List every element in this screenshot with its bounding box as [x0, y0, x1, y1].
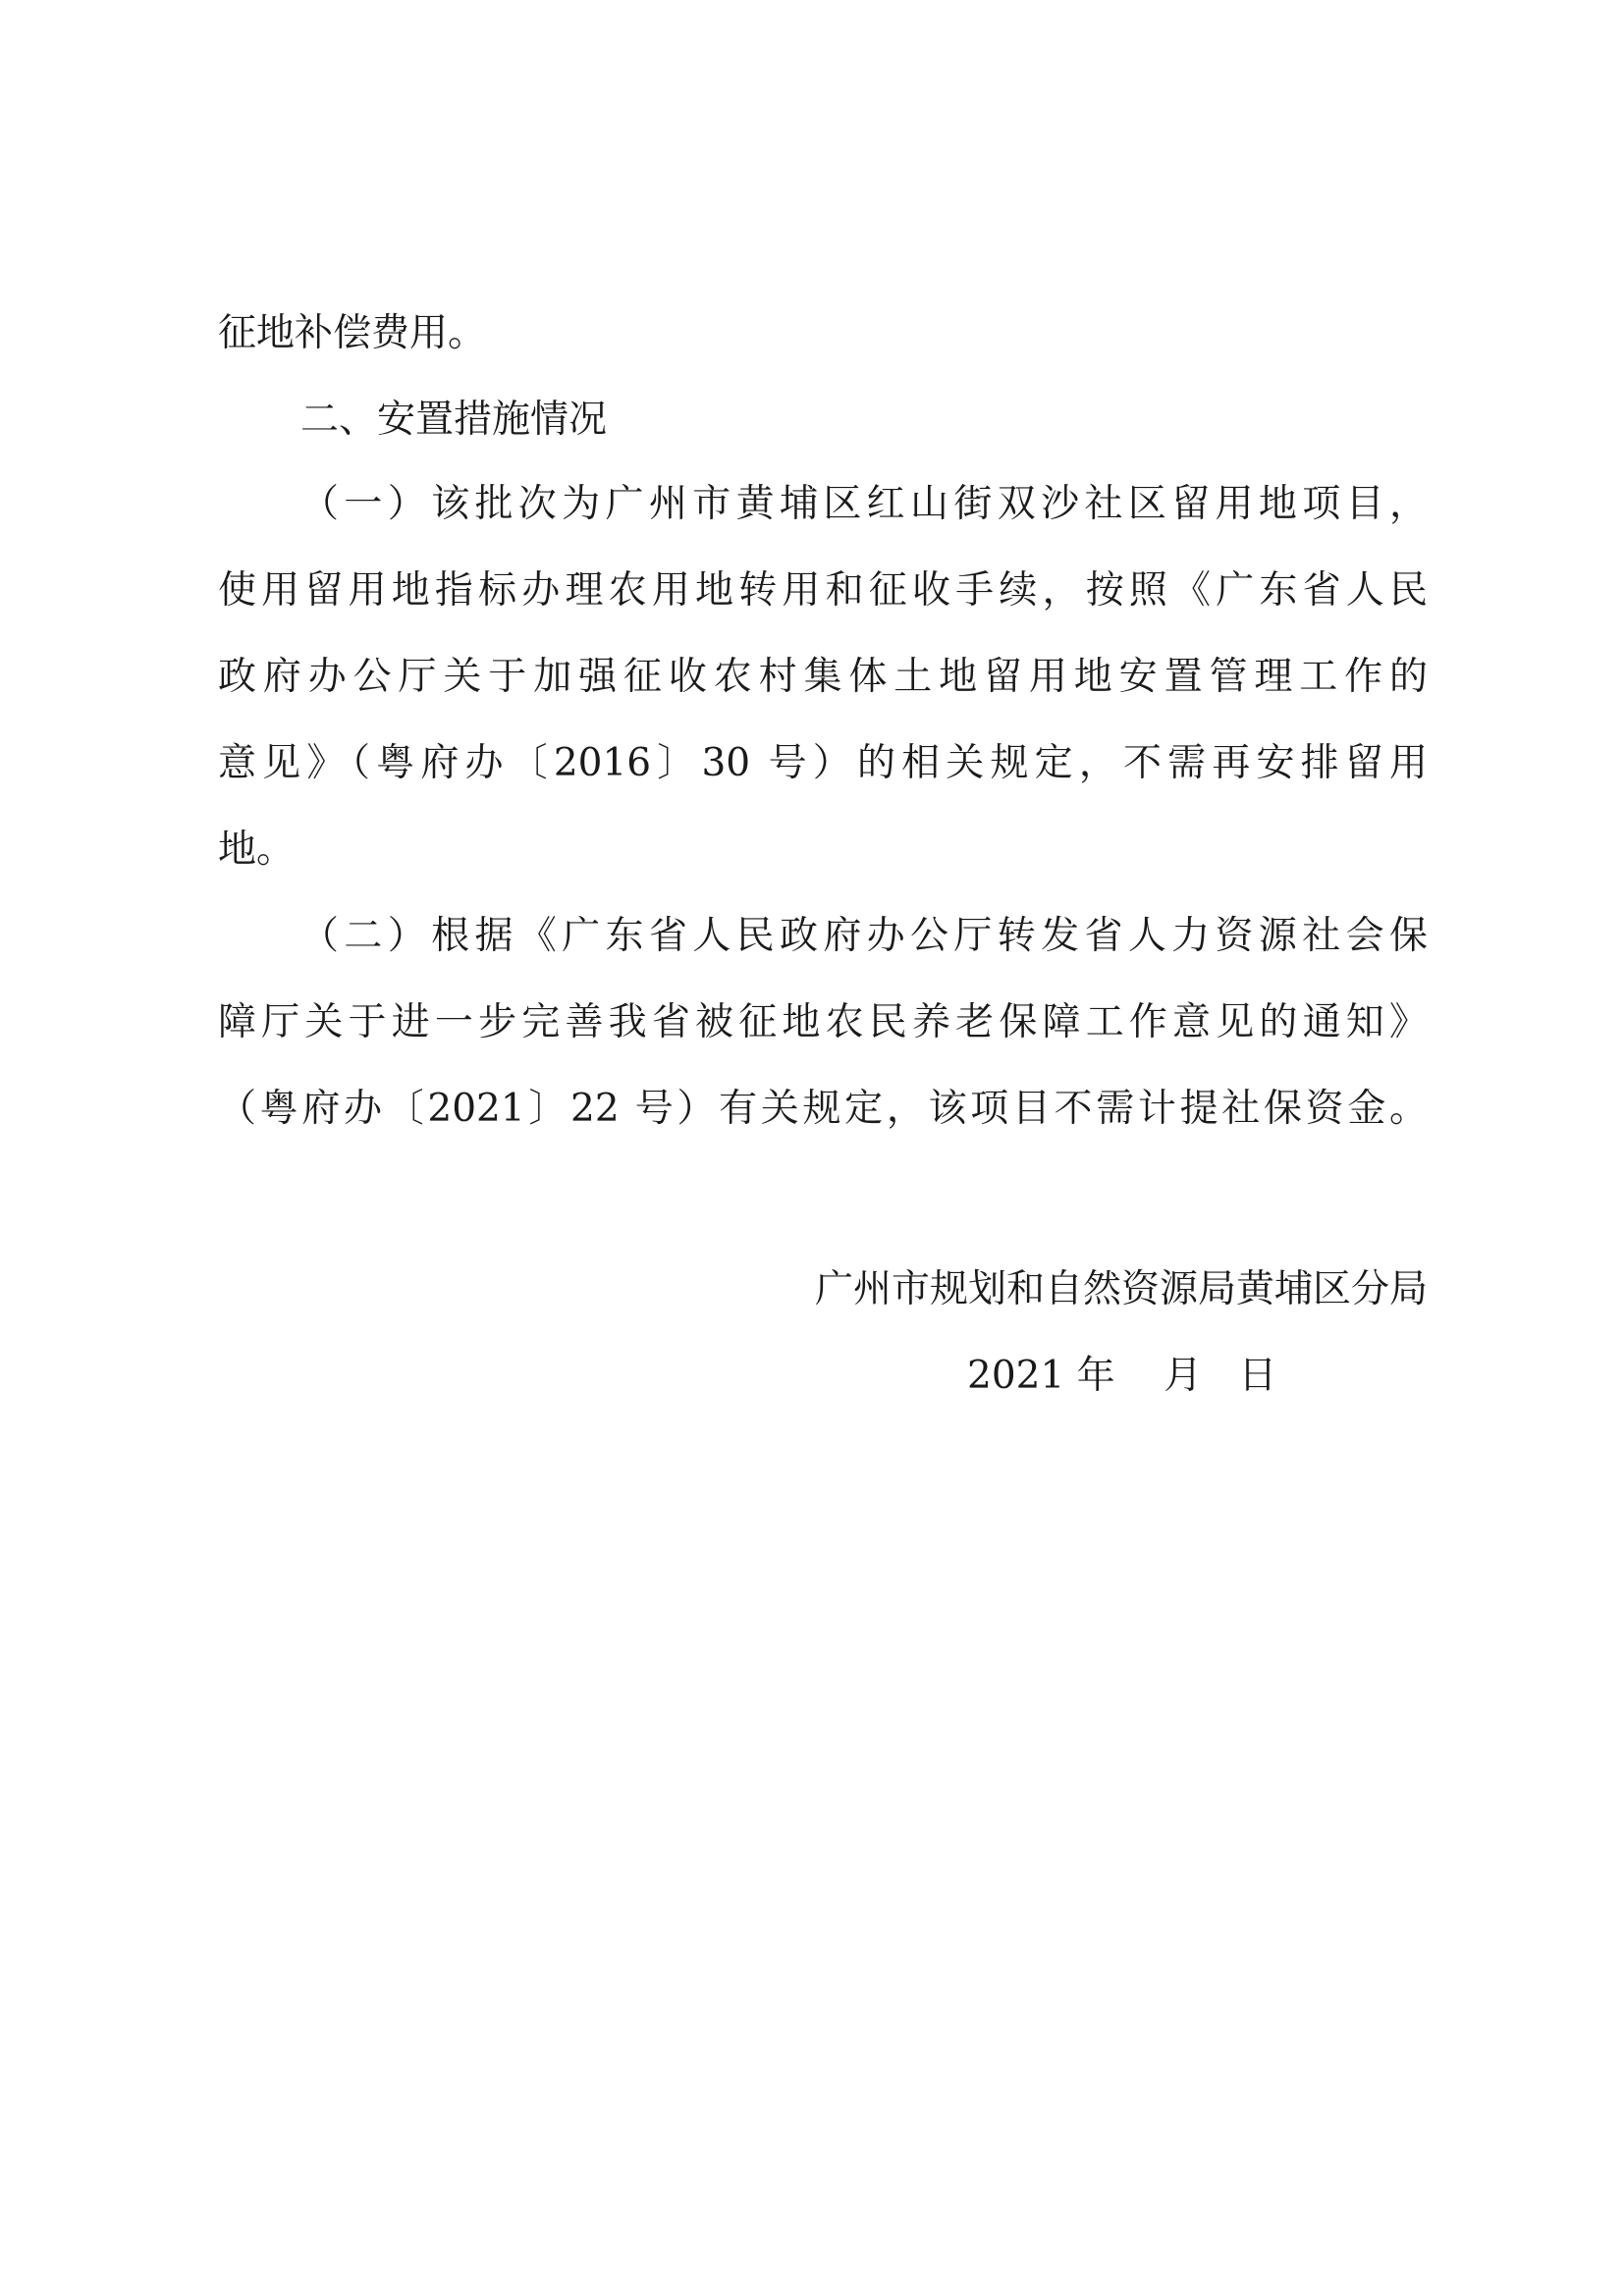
- paragraph-1-line-2: 使用留用地指标办理农用地转用和征收手续，按照《广东省人民: [218, 568, 1428, 613]
- signature-date: 2021 年 月 日: [967, 1354, 1277, 1398]
- paragraph-1-line-3: 政府办公厅关于加强征收农村集体土地留用地安置管理工作的: [218, 655, 1428, 699]
- paragraph-2-line-2: 障厅关于进一步完善我省被征地农民养老保障工作意见的通知》: [218, 1000, 1428, 1044]
- paragraph-1-line-4: 意见》（粤府办〔2016〕30 号）的相关规定，不需再安排留用: [218, 741, 1428, 785]
- section-heading: 二、安置措施情况: [300, 398, 608, 442]
- paragraph-1-line-5: 地。: [218, 828, 296, 872]
- paragraph-2-line-3: （粤府办〔2021〕22 号）有关规定，该项目不需计提社保资金。: [218, 1087, 1428, 1131]
- paragraph-continuation: 征地补偿费用。: [218, 311, 487, 355]
- paragraph-1-line-1: （一）该批次为广州市黄埔区红山街双沙社区留用地项目，: [300, 482, 1428, 526]
- signature-organization: 广州市规划和自然资源局黄埔区分局: [814, 1267, 1428, 1311]
- paragraph-2-line-1: （二）根据《广东省人民政府办公厅转发省人力资源社会保: [300, 914, 1428, 958]
